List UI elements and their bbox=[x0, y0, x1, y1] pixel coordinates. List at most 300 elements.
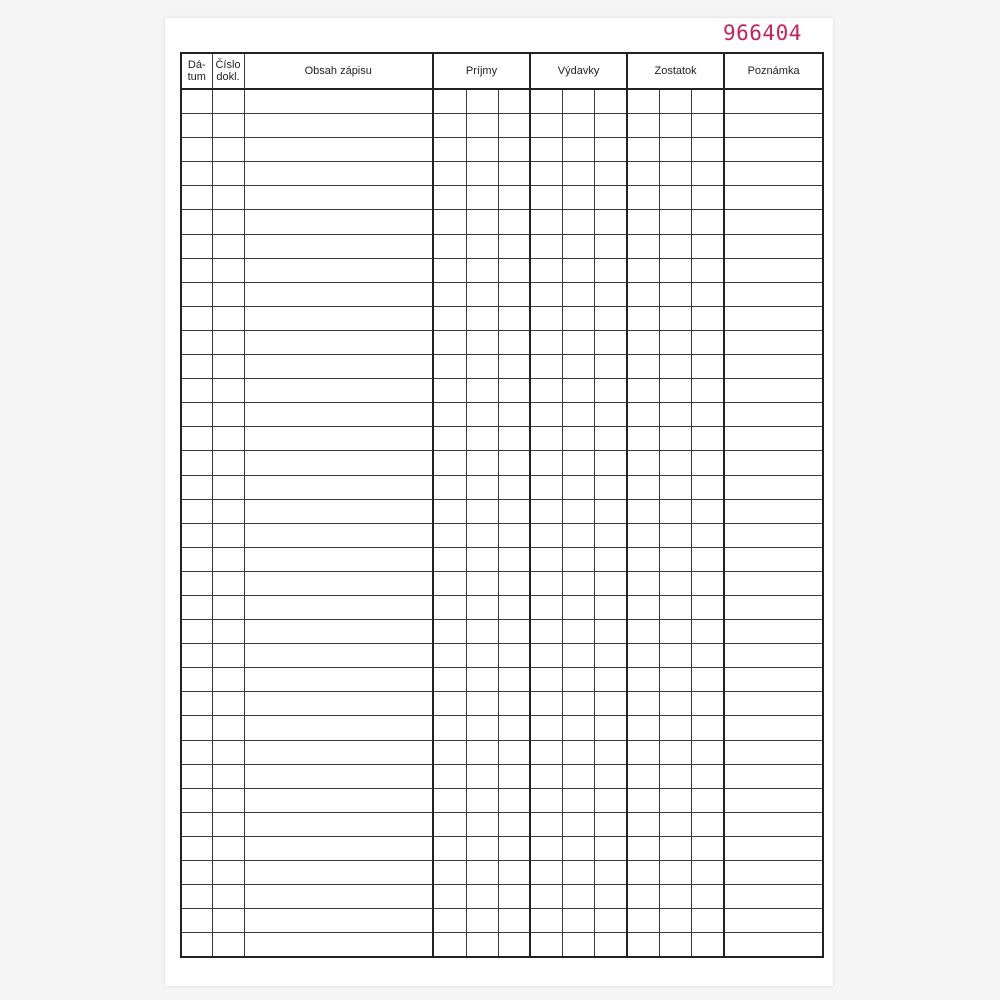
obsah-cell bbox=[244, 812, 433, 836]
datum-cell bbox=[181, 379, 212, 403]
vydavky-cell bbox=[530, 885, 562, 909]
poznamka-cell bbox=[724, 547, 823, 571]
datum-cell bbox=[181, 499, 212, 523]
prijmy-cell bbox=[498, 451, 530, 475]
prijmy-cell bbox=[498, 355, 530, 379]
prijmy-cell bbox=[498, 595, 530, 619]
poznamka-cell bbox=[724, 234, 823, 258]
zostatok-cell bbox=[627, 909, 659, 933]
vydavky-cell bbox=[594, 162, 627, 186]
zostatok-cell bbox=[627, 210, 659, 234]
zostatok-cell bbox=[691, 330, 724, 354]
zostatok-cell bbox=[659, 282, 691, 306]
vydavky-cell bbox=[530, 186, 562, 210]
poznamka-cell bbox=[724, 499, 823, 523]
datum-cell bbox=[181, 909, 212, 933]
prijmy-cell bbox=[466, 403, 498, 427]
zostatok-cell bbox=[691, 210, 724, 234]
zostatok-cell bbox=[627, 306, 659, 330]
datum-cell bbox=[181, 595, 212, 619]
zostatok-cell bbox=[691, 138, 724, 162]
table-row bbox=[181, 595, 823, 619]
table-row bbox=[181, 620, 823, 644]
vydavky-cell bbox=[530, 379, 562, 403]
header-cislo-line1: Číslo bbox=[215, 59, 241, 71]
prijmy-cell bbox=[466, 114, 498, 138]
zostatok-cell bbox=[691, 258, 724, 282]
prijmy-cell bbox=[498, 403, 530, 427]
vydavky-cell bbox=[594, 138, 627, 162]
prijmy-cell bbox=[498, 620, 530, 644]
poznamka-cell bbox=[724, 114, 823, 138]
prijmy-cell bbox=[466, 427, 498, 451]
cislo-cell bbox=[212, 355, 244, 379]
zostatok-cell bbox=[627, 427, 659, 451]
prijmy-cell bbox=[466, 451, 498, 475]
zostatok-cell bbox=[659, 620, 691, 644]
datum-cell bbox=[181, 282, 212, 306]
vydavky-cell bbox=[562, 595, 594, 619]
vydavky-cell bbox=[594, 234, 627, 258]
vydavky-cell bbox=[594, 258, 627, 282]
obsah-cell bbox=[244, 258, 433, 282]
cislo-cell bbox=[212, 138, 244, 162]
prijmy-cell bbox=[498, 716, 530, 740]
zostatok-cell bbox=[659, 89, 691, 114]
vydavky-cell bbox=[530, 258, 562, 282]
vydavky-cell bbox=[594, 427, 627, 451]
zostatok-cell bbox=[691, 740, 724, 764]
vydavky-cell bbox=[562, 306, 594, 330]
obsah-cell bbox=[244, 692, 433, 716]
table-row bbox=[181, 764, 823, 788]
zostatok-cell bbox=[627, 355, 659, 379]
table-row bbox=[181, 210, 823, 234]
table-row bbox=[181, 668, 823, 692]
vydavky-cell bbox=[594, 668, 627, 692]
prijmy-cell bbox=[433, 644, 466, 668]
cislo-cell bbox=[212, 306, 244, 330]
zostatok-cell bbox=[627, 379, 659, 403]
poznamka-cell bbox=[724, 909, 823, 933]
zostatok-cell bbox=[659, 427, 691, 451]
header-row bbox=[181, 53, 823, 89]
vydavky-cell bbox=[562, 114, 594, 138]
header-prijmy: Príjmy bbox=[433, 53, 530, 89]
prijmy-cell bbox=[498, 234, 530, 258]
zostatok-cell bbox=[691, 162, 724, 186]
table-row bbox=[181, 885, 823, 909]
datum-cell bbox=[181, 716, 212, 740]
datum-cell bbox=[181, 885, 212, 909]
vydavky-cell bbox=[562, 692, 594, 716]
prijmy-cell bbox=[433, 692, 466, 716]
prijmy-cell bbox=[433, 836, 466, 860]
prijmy-cell bbox=[433, 162, 466, 186]
vydavky-cell bbox=[562, 547, 594, 571]
prijmy-cell bbox=[466, 89, 498, 114]
zostatok-cell bbox=[627, 234, 659, 258]
vydavky-cell bbox=[594, 355, 627, 379]
zostatok-cell bbox=[659, 812, 691, 836]
zostatok-cell bbox=[691, 475, 724, 499]
zostatok-cell bbox=[659, 571, 691, 595]
datum-cell bbox=[181, 234, 212, 258]
vydavky-cell bbox=[562, 210, 594, 234]
vydavky-cell bbox=[562, 716, 594, 740]
prijmy-cell bbox=[498, 89, 530, 114]
vydavky-cell bbox=[530, 499, 562, 523]
vydavky-cell bbox=[562, 355, 594, 379]
vydavky-cell bbox=[562, 451, 594, 475]
prijmy-cell bbox=[466, 330, 498, 354]
cislo-cell bbox=[212, 764, 244, 788]
vydavky-cell bbox=[530, 620, 562, 644]
datum-cell bbox=[181, 138, 212, 162]
prijmy-cell bbox=[498, 740, 530, 764]
zostatok-cell bbox=[659, 379, 691, 403]
datum-cell bbox=[181, 258, 212, 282]
poznamka-cell bbox=[724, 186, 823, 210]
vydavky-cell bbox=[562, 644, 594, 668]
prijmy-cell bbox=[498, 764, 530, 788]
vydavky-cell bbox=[594, 379, 627, 403]
zostatok-cell bbox=[691, 379, 724, 403]
prijmy-cell bbox=[498, 644, 530, 668]
prijmy-cell bbox=[433, 499, 466, 523]
vydavky-cell bbox=[530, 644, 562, 668]
vydavky-cell bbox=[594, 475, 627, 499]
zostatok-cell bbox=[691, 403, 724, 427]
prijmy-cell bbox=[498, 788, 530, 812]
datum-cell bbox=[181, 547, 212, 571]
prijmy-cell bbox=[498, 114, 530, 138]
obsah-cell bbox=[244, 909, 433, 933]
datum-cell bbox=[181, 451, 212, 475]
zostatok-cell bbox=[659, 475, 691, 499]
vydavky-cell bbox=[594, 499, 627, 523]
cislo-cell bbox=[212, 379, 244, 403]
table-row bbox=[181, 403, 823, 427]
prijmy-cell bbox=[433, 523, 466, 547]
obsah-cell bbox=[244, 379, 433, 403]
vydavky-cell bbox=[530, 475, 562, 499]
datum-cell bbox=[181, 620, 212, 644]
obsah-cell bbox=[244, 523, 433, 547]
vydavky-cell bbox=[594, 114, 627, 138]
zostatok-cell bbox=[627, 861, 659, 885]
zostatok-cell bbox=[691, 764, 724, 788]
vydavky-cell bbox=[594, 595, 627, 619]
prijmy-cell bbox=[433, 282, 466, 306]
prijmy-cell bbox=[466, 475, 498, 499]
zostatok-cell bbox=[691, 620, 724, 644]
serial-number: 966404 bbox=[723, 21, 802, 45]
table-row bbox=[181, 475, 823, 499]
zostatok-cell bbox=[659, 403, 691, 427]
zostatok-cell bbox=[627, 89, 659, 114]
zostatok-cell bbox=[659, 258, 691, 282]
prijmy-cell bbox=[498, 475, 530, 499]
vydavky-cell bbox=[562, 668, 594, 692]
zostatok-cell bbox=[691, 89, 724, 114]
cislo-cell bbox=[212, 258, 244, 282]
prijmy-cell bbox=[433, 330, 466, 354]
prijmy-cell bbox=[498, 836, 530, 860]
prijmy-cell bbox=[498, 499, 530, 523]
prijmy-cell bbox=[498, 379, 530, 403]
vydavky-cell bbox=[562, 836, 594, 860]
table-row bbox=[181, 451, 823, 475]
vydavky-cell bbox=[530, 210, 562, 234]
vydavky-cell bbox=[530, 668, 562, 692]
zostatok-cell bbox=[691, 186, 724, 210]
vydavky-cell bbox=[530, 764, 562, 788]
vydavky-cell bbox=[594, 885, 627, 909]
table-row bbox=[181, 162, 823, 186]
zostatok-cell bbox=[691, 282, 724, 306]
datum-cell bbox=[181, 162, 212, 186]
prijmy-cell bbox=[466, 210, 498, 234]
prijmy-cell bbox=[433, 716, 466, 740]
table-row bbox=[181, 716, 823, 740]
table-row bbox=[181, 547, 823, 571]
zostatok-cell bbox=[691, 547, 724, 571]
datum-cell bbox=[181, 330, 212, 354]
vydavky-cell bbox=[562, 764, 594, 788]
obsah-cell bbox=[244, 885, 433, 909]
vydavky-cell bbox=[594, 523, 627, 547]
vydavky-cell bbox=[594, 186, 627, 210]
prijmy-cell bbox=[498, 885, 530, 909]
vydavky-cell bbox=[530, 716, 562, 740]
poznamka-cell bbox=[724, 933, 823, 958]
prijmy-cell bbox=[466, 909, 498, 933]
datum-cell bbox=[181, 475, 212, 499]
cislo-cell bbox=[212, 162, 244, 186]
obsah-cell bbox=[244, 740, 433, 764]
header-obsah-zapisu: Obsah zápisu bbox=[244, 53, 433, 89]
poznamka-cell bbox=[724, 306, 823, 330]
prijmy-cell bbox=[498, 571, 530, 595]
vydavky-cell bbox=[530, 523, 562, 547]
vydavky-cell bbox=[594, 571, 627, 595]
obsah-cell bbox=[244, 138, 433, 162]
prijmy-cell bbox=[466, 571, 498, 595]
zostatok-cell bbox=[659, 668, 691, 692]
obsah-cell bbox=[244, 571, 433, 595]
table-row bbox=[181, 427, 823, 451]
datum-cell bbox=[181, 692, 212, 716]
zostatok-cell bbox=[659, 523, 691, 547]
prijmy-cell bbox=[466, 788, 498, 812]
table-row bbox=[181, 692, 823, 716]
zostatok-cell bbox=[659, 162, 691, 186]
vydavky-cell bbox=[530, 861, 562, 885]
prijmy-cell bbox=[466, 138, 498, 162]
cislo-cell bbox=[212, 403, 244, 427]
vydavky-cell bbox=[530, 571, 562, 595]
vydavky-cell bbox=[530, 836, 562, 860]
cislo-cell bbox=[212, 933, 244, 958]
zostatok-cell bbox=[627, 475, 659, 499]
vydavky-cell bbox=[594, 764, 627, 788]
vydavky-cell bbox=[594, 403, 627, 427]
obsah-cell bbox=[244, 861, 433, 885]
cislo-cell bbox=[212, 89, 244, 114]
obsah-cell bbox=[244, 210, 433, 234]
zostatok-cell bbox=[627, 595, 659, 619]
table-row bbox=[181, 861, 823, 885]
vydavky-cell bbox=[530, 788, 562, 812]
cislo-cell bbox=[212, 282, 244, 306]
zostatok-cell bbox=[691, 668, 724, 692]
vydavky-cell bbox=[594, 716, 627, 740]
zostatok-cell bbox=[659, 861, 691, 885]
datum-cell bbox=[181, 861, 212, 885]
zostatok-cell bbox=[627, 764, 659, 788]
obsah-cell bbox=[244, 499, 433, 523]
prijmy-cell bbox=[498, 186, 530, 210]
cislo-cell bbox=[212, 740, 244, 764]
poznamka-cell bbox=[724, 330, 823, 354]
prijmy-cell bbox=[498, 523, 530, 547]
table-row bbox=[181, 523, 823, 547]
vydavky-cell bbox=[562, 89, 594, 114]
table-row bbox=[181, 282, 823, 306]
prijmy-cell bbox=[466, 716, 498, 740]
prijmy-cell bbox=[433, 740, 466, 764]
prijmy-cell bbox=[433, 620, 466, 644]
prijmy-cell bbox=[433, 186, 466, 210]
zostatok-cell bbox=[627, 499, 659, 523]
vydavky-cell bbox=[530, 740, 562, 764]
vydavky-cell bbox=[562, 162, 594, 186]
prijmy-cell bbox=[466, 355, 498, 379]
header-zostatok: Zostatok bbox=[627, 53, 724, 89]
cislo-cell bbox=[212, 644, 244, 668]
prijmy-cell bbox=[466, 499, 498, 523]
zostatok-cell bbox=[691, 933, 724, 958]
obsah-cell bbox=[244, 716, 433, 740]
vydavky-cell bbox=[594, 451, 627, 475]
zostatok-cell bbox=[627, 692, 659, 716]
prijmy-cell bbox=[498, 933, 530, 958]
prijmy-cell bbox=[498, 282, 530, 306]
zostatok-cell bbox=[659, 836, 691, 860]
vydavky-cell bbox=[594, 306, 627, 330]
poznamka-cell bbox=[724, 355, 823, 379]
vydavky-cell bbox=[594, 812, 627, 836]
vydavky-cell bbox=[594, 282, 627, 306]
obsah-cell bbox=[244, 403, 433, 427]
vydavky-cell bbox=[562, 186, 594, 210]
obsah-cell bbox=[244, 355, 433, 379]
table-row bbox=[181, 740, 823, 764]
vydavky-cell bbox=[562, 379, 594, 403]
table-row bbox=[181, 186, 823, 210]
prijmy-cell bbox=[433, 379, 466, 403]
table-row bbox=[181, 330, 823, 354]
prijmy-cell bbox=[466, 692, 498, 716]
prijmy-cell bbox=[433, 427, 466, 451]
zostatok-cell bbox=[627, 788, 659, 812]
prijmy-cell bbox=[433, 668, 466, 692]
table-row bbox=[181, 258, 823, 282]
datum-cell bbox=[181, 740, 212, 764]
datum-cell bbox=[181, 571, 212, 595]
prijmy-cell bbox=[433, 475, 466, 499]
datum-cell bbox=[181, 306, 212, 330]
vydavky-cell bbox=[530, 330, 562, 354]
cislo-cell bbox=[212, 330, 244, 354]
poznamka-cell bbox=[724, 764, 823, 788]
vydavky-cell bbox=[530, 812, 562, 836]
poznamka-cell bbox=[724, 836, 823, 860]
zostatok-cell bbox=[627, 162, 659, 186]
prijmy-cell bbox=[498, 812, 530, 836]
poznamka-cell bbox=[724, 427, 823, 451]
poznamka-cell bbox=[724, 668, 823, 692]
header-datum-line2: tum bbox=[187, 71, 206, 83]
zostatok-cell bbox=[627, 716, 659, 740]
prijmy-cell bbox=[433, 909, 466, 933]
zostatok-cell bbox=[659, 740, 691, 764]
zostatok-cell bbox=[659, 595, 691, 619]
table-row bbox=[181, 836, 823, 860]
cislo-cell bbox=[212, 716, 244, 740]
poznamka-cell bbox=[724, 89, 823, 114]
vydavky-cell bbox=[530, 89, 562, 114]
cislo-cell bbox=[212, 885, 244, 909]
table-row bbox=[181, 138, 823, 162]
poznamka-cell bbox=[724, 620, 823, 644]
vydavky-cell bbox=[530, 547, 562, 571]
poznamka-cell bbox=[724, 692, 823, 716]
poznamka-cell bbox=[724, 403, 823, 427]
datum-cell bbox=[181, 186, 212, 210]
table-row bbox=[181, 234, 823, 258]
zostatok-cell bbox=[659, 234, 691, 258]
zostatok-cell bbox=[691, 788, 724, 812]
prijmy-cell bbox=[433, 885, 466, 909]
vydavky-cell bbox=[562, 282, 594, 306]
zostatok-cell bbox=[627, 138, 659, 162]
zostatok-cell bbox=[659, 716, 691, 740]
poznamka-cell bbox=[724, 812, 823, 836]
obsah-cell bbox=[244, 89, 433, 114]
prijmy-cell bbox=[498, 210, 530, 234]
zostatok-cell bbox=[659, 451, 691, 475]
cislo-cell bbox=[212, 451, 244, 475]
vydavky-cell bbox=[594, 547, 627, 571]
obsah-cell bbox=[244, 306, 433, 330]
poznamka-cell bbox=[724, 644, 823, 668]
cislo-cell bbox=[212, 523, 244, 547]
cislo-cell bbox=[212, 909, 244, 933]
datum-cell bbox=[181, 933, 212, 958]
prijmy-cell bbox=[433, 788, 466, 812]
vydavky-cell bbox=[562, 403, 594, 427]
poznamka-cell bbox=[724, 716, 823, 740]
cislo-cell bbox=[212, 114, 244, 138]
obsah-cell bbox=[244, 595, 433, 619]
prijmy-cell bbox=[498, 306, 530, 330]
zostatok-cell bbox=[691, 885, 724, 909]
obsah-cell bbox=[244, 475, 433, 499]
prijmy-cell bbox=[498, 427, 530, 451]
zostatok-cell bbox=[691, 427, 724, 451]
